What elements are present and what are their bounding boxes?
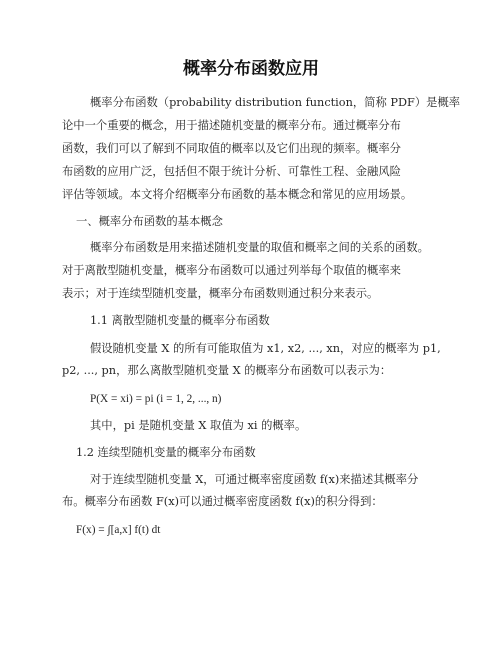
- section-heading: 一、概率分布函数的基本概念: [76, 215, 223, 228]
- body-line: 布函数的应用广泛，包括但不限于统计分析、可靠性工程、金融风险: [62, 165, 401, 178]
- subsection-heading: 1.1 离散型随机变量的概率分布函数: [90, 314, 270, 327]
- subsection-heading: 1.2 连续型随机变量的概率分布函数: [76, 446, 256, 459]
- body-line: 概率分布函数（probability distribution function，简称 PDF）是概率: [90, 96, 461, 109]
- body-line: 对于离散型随机变量，概率分布函数可以通过列举每个取值的概率来: [62, 264, 401, 277]
- body-line: 假设随机变量 X 的所有可能取值为 x1, x2, ..., xn，对应的概率为 p1,: [90, 342, 441, 355]
- formula-line: F(x) = ∫[a,x] f(t) dt: [76, 524, 161, 536]
- body-line: 对于连续型随机变量 X，可通过概率密度函数 f(x)来描述其概率分: [90, 473, 419, 486]
- body-line: 论中一个重要的概念，用于描述随机变量的概率分布。通过概率分布: [62, 119, 401, 132]
- document-title: 概率分布函数应用: [183, 59, 319, 79]
- body-line: 评估等领域。本文将介绍概率分布函数的基本概念和常见的应用场景。: [62, 188, 413, 201]
- body-line: 其中，pi 是随机变量 X 取值为 xi 的概率。: [90, 419, 307, 432]
- body-line: 函数，我们可以了解到不同取值的概率以及它们出现的频率。概率分: [62, 142, 401, 155]
- body-line: 概率分布函数是用来描述随机变量的取值和概率之间的关系的函数。: [90, 241, 429, 254]
- body-line: 布。概率分布函数 F(x)可以通过概率密度函数 f(x)的积分得到：: [62, 495, 383, 508]
- body-line: p2, ..., pn，那么离散型随机变量 X 的概率分布函数可以表示为：: [62, 364, 392, 377]
- formula-line: P(X = xi) = pi (i = 1, 2, ..., n): [90, 393, 222, 405]
- body-line: 表示；对于连续型随机变量，概率分布函数则通过积分来表示。: [62, 287, 379, 300]
